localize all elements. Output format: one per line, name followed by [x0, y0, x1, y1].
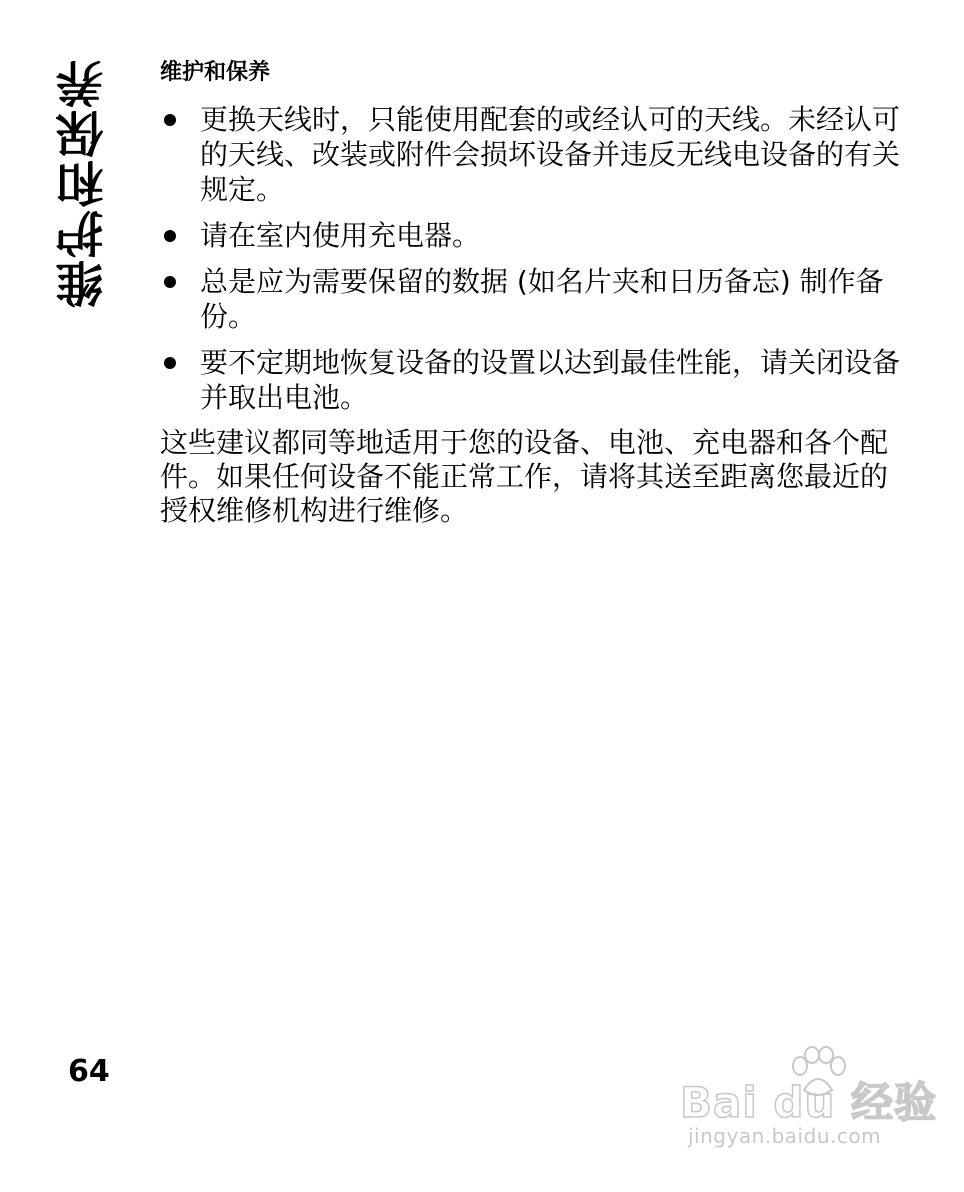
list-item [160, 218, 900, 253]
section-title: 维护和保养 [160, 60, 271, 85]
list-item-text: 要不定期地恢复设备的设置以达到最佳性能，请关闭设备并取出电池。 [200, 346, 901, 414]
side-tab-title: 维护和保养 [56, 58, 112, 308]
watermark-url: jingyan.baidu.com [688, 1124, 882, 1148]
list-item [160, 345, 900, 415]
body-paragraph: 这些建议都同等地适用于您的设备、电池、充电器和各个配件。如果任何设备不能正常工作，请将其送至距离您最近的授权维修机构进行维修。 [160, 426, 889, 527]
page-number: 64 [68, 1054, 110, 1089]
list-item [160, 102, 900, 207]
bullet-icon [164, 230, 176, 242]
watermark-logo-text: Bai du 经验 [680, 1078, 937, 1127]
bullet-icon [164, 114, 176, 126]
main-content [160, 58, 900, 528]
baidu-watermark [680, 1040, 937, 1160]
bullet-list [160, 102, 900, 415]
list-item-text: 总是应为需要保留的数据 (如名片夹和日历备忘) 制作备份。 [200, 265, 884, 333]
bullet-icon [164, 357, 176, 369]
list-item-text: 更换天线时，只能使用配套的或经认可的天线。未经认可的天线、改装或附件会损坏设备并违反无线电设备的有关规定。 [200, 103, 901, 206]
bullet-icon [164, 276, 176, 288]
list-item-text: 请在室内使用充电器。 [200, 219, 481, 252]
list-item [160, 264, 900, 334]
